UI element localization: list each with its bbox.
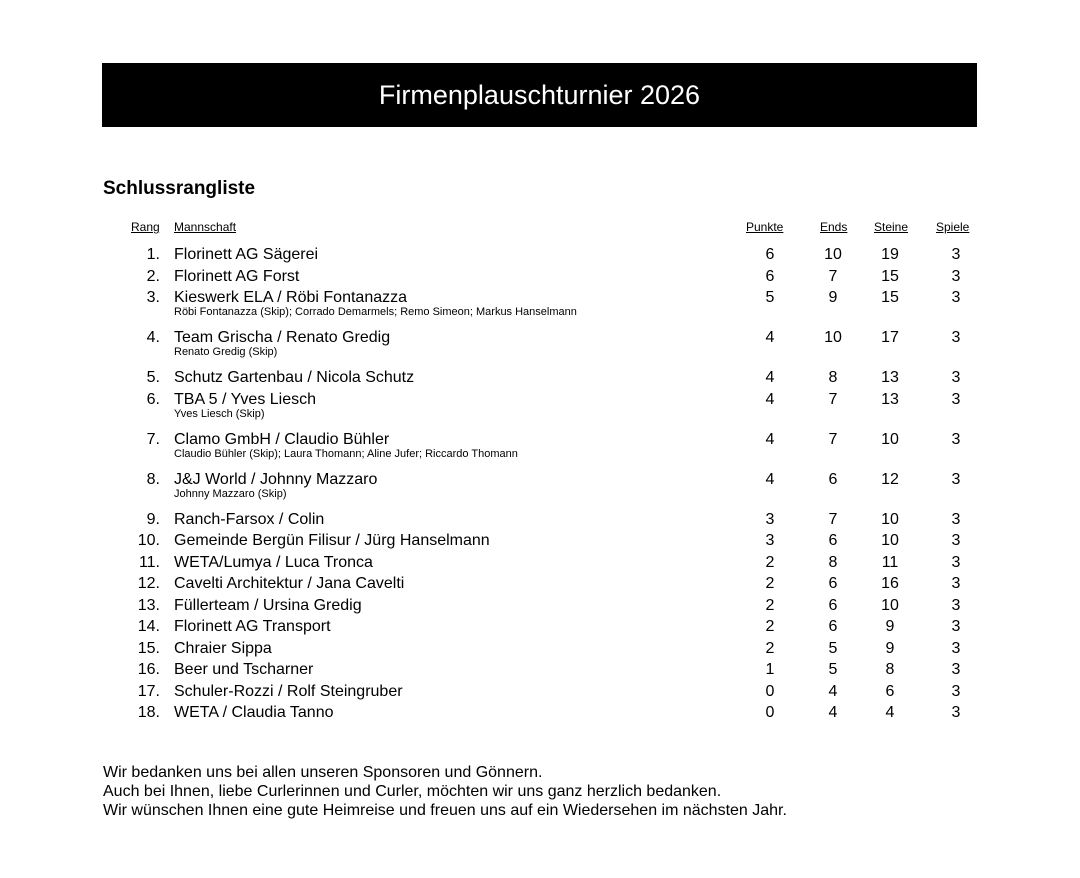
team-name: Beer und Tscharner	[174, 661, 314, 678]
rank-cell: 10.	[137, 532, 160, 549]
rank-cell: 17.	[137, 682, 160, 700]
table-row	[0, 369, 1080, 391]
team-name: Schutz Gartenbau / Nicola Schutz	[174, 369, 415, 386]
team-name: Florinett AG Transport	[174, 618, 331, 635]
ends-cell: 8	[828, 369, 838, 386]
ends-cell: 6	[828, 470, 838, 488]
table-row	[0, 532, 1080, 554]
table-row	[0, 289, 1080, 329]
punkte-cell: 4	[765, 390, 775, 408]
spiele-cell: 3	[951, 618, 961, 635]
table-row	[0, 246, 1080, 268]
punkte-cell: 1	[765, 661, 775, 678]
team-name: J&J World / Johnny Mazzaro	[174, 470, 378, 488]
table-row	[0, 597, 1080, 619]
table-row	[0, 431, 1080, 471]
steine-cell: 10	[881, 532, 899, 549]
team-name: Florinett AG Sägerei	[174, 246, 319, 263]
table-row	[0, 575, 1080, 597]
closing-line: Wir bedanken uns bei allen unseren Sponsoren und Gönnern.	[103, 764, 543, 781]
team-members: Yves Liesch (Skip)	[174, 407, 265, 420]
steine-cell: 13	[881, 390, 899, 408]
spiele-cell: 3	[951, 510, 961, 528]
team-name: Schuler-Rozzi / Rolf Steingruber	[174, 682, 403, 700]
team-members: Röbi Fontanazza (Skip); Corrado Demarmels; Remo Simeon; Markus Hanselmann	[174, 306, 577, 318]
rank-cell: 15.	[137, 639, 160, 657]
steine-cell: 16	[881, 575, 899, 592]
ends-cell: 7	[828, 430, 838, 448]
table-row	[0, 618, 1080, 640]
steine-cell: 6	[885, 682, 895, 700]
spiele-cell: 3	[951, 246, 961, 263]
table-row	[0, 329, 1080, 369]
rank-cell: 4.	[146, 329, 160, 346]
punkte-cell: 3	[765, 532, 775, 549]
ends-cell: 6	[828, 618, 838, 635]
column-header-steine: Steine	[874, 220, 909, 234]
team-name: Kieswerk ELA / Röbi Fontanazza	[174, 289, 408, 306]
ends-cell: 4	[828, 682, 838, 700]
closing-line: Wir wünschen Ihnen eine gute Heimreise und freuen uns auf ein Wiedersehen im nächsten Jahr.	[103, 802, 787, 819]
table-row	[0, 268, 1080, 290]
team-name: WETA / Claudia Tanno	[174, 704, 334, 721]
team-name: Ranch-Farsox / Colin	[174, 510, 325, 528]
table-row	[0, 554, 1080, 576]
table-row	[0, 640, 1080, 662]
table-body	[0, 246, 1080, 726]
spiele-cell: 3	[951, 430, 961, 448]
rank-cell: 9.	[146, 510, 160, 528]
ends-cell: 6	[828, 532, 838, 549]
tournament-title-bar	[102, 63, 977, 127]
punkte-cell: 3	[765, 510, 775, 528]
team-name: Florinett AG Forst	[174, 267, 300, 285]
punkte-cell: 4	[765, 329, 775, 346]
table-row	[0, 704, 1080, 726]
rank-cell: 3.	[146, 289, 160, 306]
punkte-cell: 2	[765, 618, 775, 635]
steine-cell: 9	[885, 618, 895, 635]
table-row	[0, 661, 1080, 683]
rank-cell: 12.	[137, 575, 160, 592]
spiele-cell: 3	[951, 289, 961, 306]
steine-cell: 9	[885, 639, 895, 657]
ends-cell: 7	[828, 267, 838, 285]
punkte-cell: 4	[765, 369, 775, 386]
spiele-cell: 3	[951, 329, 961, 346]
steine-cell: 4	[885, 704, 895, 721]
punkte-cell: 2	[765, 596, 775, 614]
ends-cell: 5	[828, 639, 838, 657]
ends-cell: 10	[824, 329, 842, 346]
team-name: WETA/Lumya / Luca Tronca	[174, 553, 373, 571]
ends-cell: 10	[824, 246, 842, 263]
spiele-cell: 3	[951, 661, 961, 678]
spiele-cell: 3	[951, 575, 961, 592]
closing-message	[103, 763, 863, 820]
rank-cell: 13.	[137, 596, 160, 614]
spiele-cell: 3	[951, 267, 961, 285]
steine-cell: 19	[881, 246, 899, 263]
rank-cell: 5.	[146, 369, 160, 386]
table-row	[0, 511, 1080, 533]
punkte-cell: 2	[765, 553, 775, 571]
column-header-spiele: Spiele	[936, 220, 970, 234]
spiele-cell: 3	[951, 682, 961, 700]
column-header-rang: Rang	[131, 220, 160, 234]
rank-cell: 18.	[137, 704, 160, 721]
team-name: Füllerteam / Ursina Gredig	[174, 596, 362, 614]
rank-cell: 14.	[137, 618, 160, 635]
column-header-punkte: Punkte	[746, 220, 784, 234]
punkte-cell: 2	[765, 639, 775, 657]
punkte-cell: 4	[765, 470, 775, 488]
closing-line: Auch bei Ihnen, liebe Curlerinnen und Curler, möchten wir uns ganz herzlich bedanken.	[103, 783, 722, 800]
ends-cell: 8	[828, 553, 838, 571]
tournament-title: Firmenplauschturnier 2026	[378, 79, 701, 110]
table-row	[0, 391, 1080, 431]
spiele-cell: 3	[951, 596, 961, 614]
ends-cell: 5	[828, 661, 838, 678]
spiele-cell: 3	[951, 369, 961, 386]
standings-table	[0, 218, 1080, 726]
spiele-cell: 3	[951, 390, 961, 408]
spiele-cell: 3	[951, 553, 961, 571]
steine-cell: 10	[881, 510, 899, 528]
punkte-cell: 6	[765, 246, 775, 263]
column-header-ends: Ends	[820, 220, 848, 234]
table-row	[0, 683, 1080, 705]
team-members: Claudio Bühler (Skip); Laura Thomann; Aline Jufer; Riccardo Thomann	[174, 447, 518, 460]
team-name: Clamo GmbH / Claudio Bühler	[174, 430, 390, 448]
rank-cell: 6.	[146, 390, 160, 408]
punkte-cell: 6	[765, 267, 775, 285]
punkte-cell: 0	[765, 704, 775, 721]
section-title: Schlussrangliste	[103, 178, 256, 199]
ends-cell: 4	[828, 704, 838, 721]
rank-cell: 8.	[146, 470, 160, 488]
steine-cell: 13	[881, 369, 899, 386]
team-members: Renato Gredig (Skip)	[174, 346, 278, 358]
ends-cell: 9	[828, 289, 838, 306]
team-members: Johnny Mazzaro (Skip)	[174, 487, 287, 500]
steine-cell: 11	[881, 553, 899, 571]
rank-cell: 11.	[138, 553, 160, 571]
table-header	[0, 218, 1080, 246]
rank-cell: 7.	[146, 430, 160, 448]
rank-cell: 1.	[146, 246, 160, 263]
ends-cell: 7	[828, 510, 838, 528]
punkte-cell: 4	[765, 430, 775, 448]
punkte-cell: 0	[765, 682, 775, 700]
spiele-cell: 3	[951, 532, 961, 549]
punkte-cell: 5	[765, 289, 775, 306]
ends-cell: 6	[828, 596, 838, 614]
team-name: TBA 5 / Yves Liesch	[174, 390, 317, 408]
spiele-cell: 3	[951, 470, 961, 488]
column-header-mannschaft: Mannschaft	[174, 220, 237, 234]
ends-cell: 6	[828, 575, 838, 592]
ends-cell: 7	[828, 390, 838, 408]
team-name: Chraier Sippa	[174, 639, 272, 657]
steine-cell: 17	[881, 329, 899, 346]
rank-cell: 16.	[137, 661, 160, 678]
steine-cell: 12	[881, 470, 899, 488]
spiele-cell: 3	[951, 704, 961, 721]
steine-cell: 8	[885, 661, 895, 678]
steine-cell: 15	[881, 289, 899, 306]
team-name: Cavelti Architektur / Jana Cavelti	[174, 575, 405, 592]
table-row	[0, 471, 1080, 511]
spiele-cell: 3	[951, 639, 961, 657]
steine-cell: 10	[881, 596, 899, 614]
steine-cell: 15	[881, 267, 899, 285]
punkte-cell: 2	[765, 575, 775, 592]
team-name: Team Grischa / Renato Gredig	[174, 329, 391, 346]
team-name: Gemeinde Bergün Filisur / Jürg Hanselmann	[174, 532, 490, 549]
steine-cell: 10	[881, 430, 899, 448]
rank-cell: 2.	[146, 267, 160, 285]
